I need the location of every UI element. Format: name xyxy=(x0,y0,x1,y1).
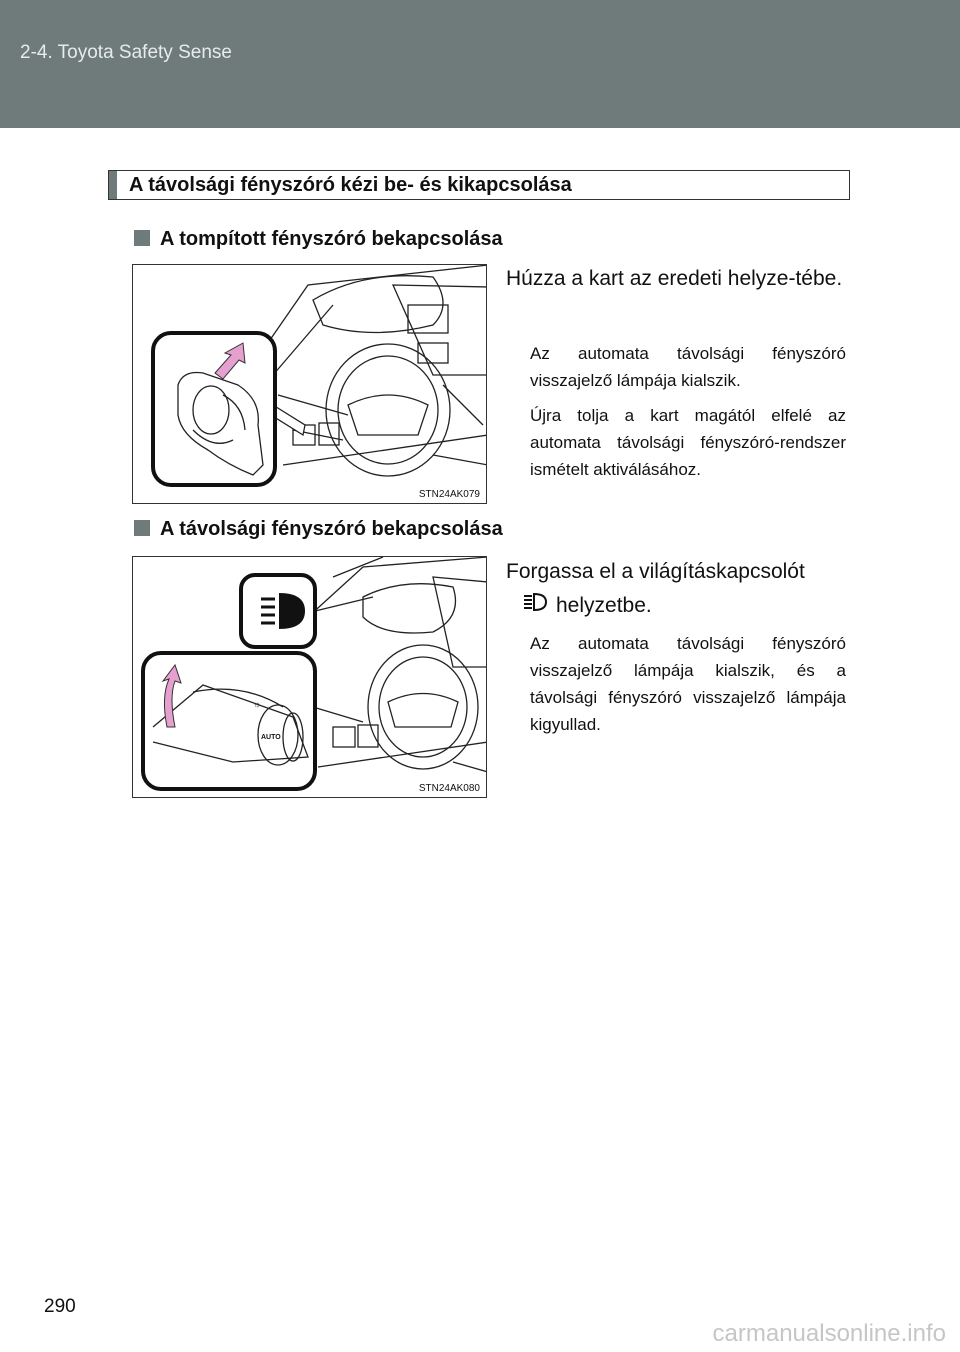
dashboard-switch-rotate-illustration xyxy=(133,557,487,798)
note-text: Az automata távolsági fényszóró visszajelző lámpája kialszik, és a távolsági fényszóró visszajelző lámpája kigyullad. xyxy=(530,634,846,734)
section-title: A távolsági fényszóró kézi be- és kikapcsolása xyxy=(129,174,572,196)
svg-text:AUTO: AUTO xyxy=(261,734,281,741)
dashboard-lever-pull-illustration xyxy=(133,265,487,504)
note-text: Az automata távolsági fényszóró visszajelző lámpája kialszik. xyxy=(530,344,846,390)
watermark: carmanualsonline.info xyxy=(712,1320,946,1347)
instruction-text-part: Forgassa el a világításkapcsolót xyxy=(506,560,805,583)
figure-code: STN24AK080 xyxy=(418,783,480,794)
figure-code: STN24AK079 xyxy=(418,489,480,500)
svg-text:☼: ☼ xyxy=(253,699,262,709)
page-header xyxy=(0,0,960,128)
square-bullet-icon xyxy=(134,520,150,536)
section-title-box xyxy=(108,170,850,200)
section-title-accent xyxy=(109,171,117,199)
instruction-text xyxy=(506,555,846,623)
figure-low-beam xyxy=(132,264,487,504)
instruction-text-part: helyzetbe. xyxy=(556,594,652,617)
figure-high-beam xyxy=(132,556,487,798)
subheading-text: A távolsági fényszóró bekapcsolása xyxy=(160,518,503,540)
note-text: Újra tolja a kart magától elfelé az automata távolsági fényszóró-rendszer ismételt aktiválásához. xyxy=(530,406,846,479)
subheading-high-beam xyxy=(134,518,503,541)
square-bullet-icon xyxy=(134,230,150,246)
subheading-low-beam xyxy=(134,228,503,251)
high-beam-icon xyxy=(522,589,548,623)
page-number: 290 xyxy=(44,1296,76,1317)
instruction-text: Húzza a kart az eredeti helyze-tébe. xyxy=(506,267,843,290)
breadcrumb: 2-4. Toyota Safety Sense xyxy=(20,42,232,63)
subheading-text: A tompított fényszóró bekapcsolása xyxy=(160,228,503,250)
